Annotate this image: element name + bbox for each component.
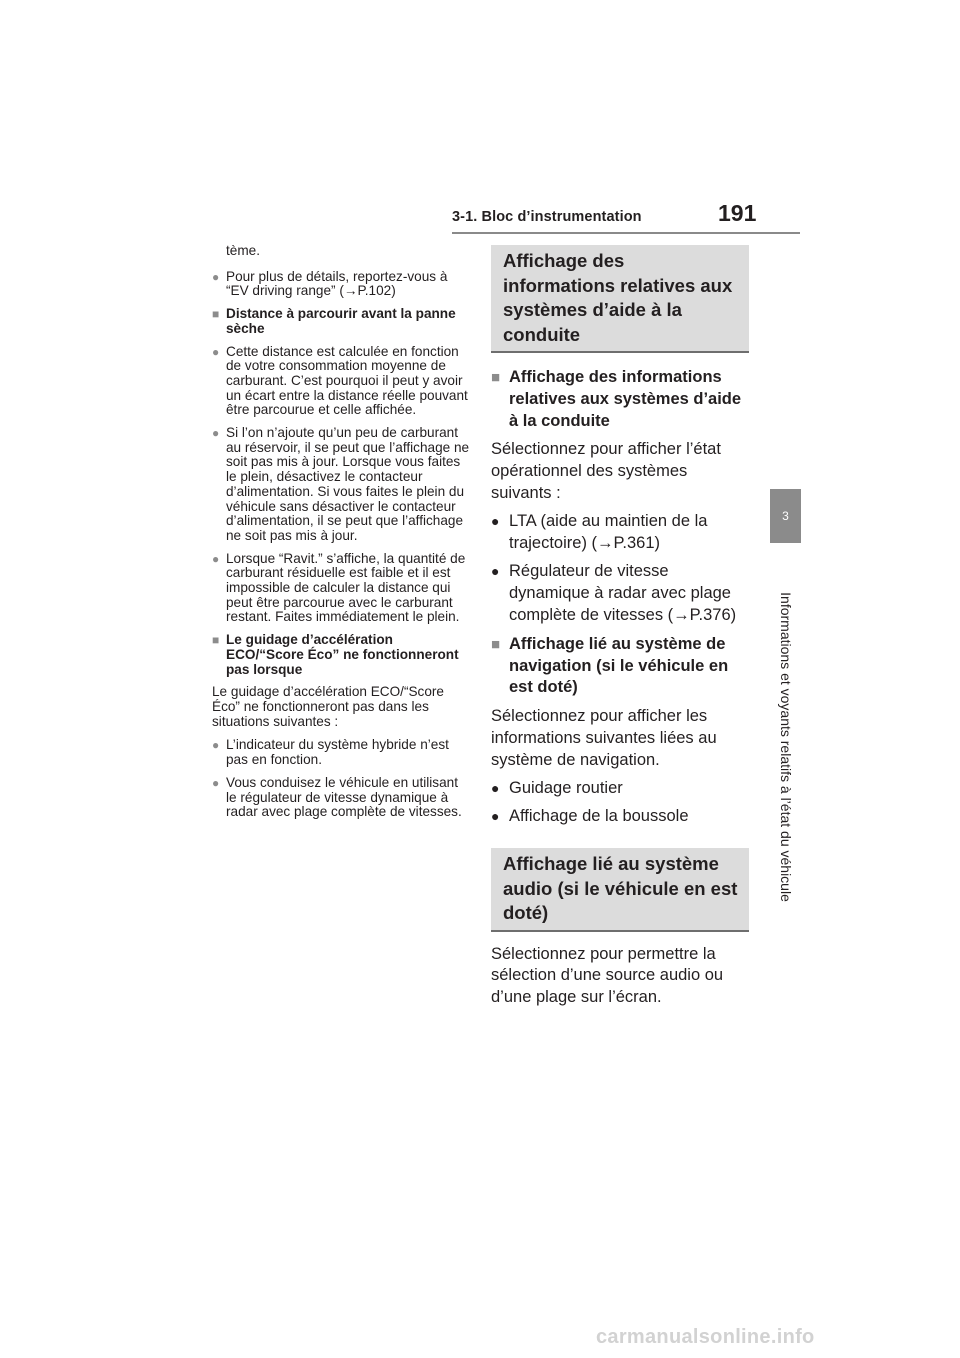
bullet-radar-cruise: ● Régulateur de vitesse dynamique à radar avec plage complète de vitesses (→P.376) [491, 561, 749, 626]
continued-text: tème. [226, 243, 260, 258]
right-column [491, 245, 749, 1015]
audio-intro: Sélectionnez pour permettre la sélection d’une source audio ou d’une plage sur l’écran. [491, 944, 724, 1007]
bullet-ev-range: ● Pour plus de détails, reportez-vous à “EV driving range” (→P.102) [212, 270, 470, 299]
navigation-intro: Sélectionnez pour afficher les informations suivantes liées au système de navigation. [491, 707, 717, 769]
section-box-driving-assist: Affichage des informations relatives aux systèmes d’aide à la conduite [491, 245, 749, 353]
bullet-route-guidance: ● Guidage routier [491, 778, 749, 800]
chapter-side-label [770, 550, 801, 944]
heading-eco-guidance: ■ Le guidage d’accélération ECO/“Score Éco” ne fonctionneront pas lorsque [212, 633, 470, 677]
bullet-compass: ● Affichage de la boussole [491, 806, 749, 828]
header-divider [452, 232, 800, 234]
bullet-hybrid-indicator: ● L’indicateur du système hybride n’est pas en fonction. [212, 738, 470, 767]
watermark: carmanualsonline.info [596, 1326, 815, 1348]
bullet-refuel: ● Si l’on n’ajoute qu’un peu de carburant au réservoir, il se peut que l’affichage ne soit pas mis à jour. Lorsque vous faites le plein, désactivez le contacteur d’alimentation. Si vous faites le plein du véhicule sans désactiver le contacteur d’alimentation, il se peut que l’affichage ne soit pas mis à jour. [212, 426, 470, 544]
driving-assist-intro: Sélectionnez pour afficher l’état opérationnel des systèmes suivants : [491, 440, 721, 502]
bullet-distance-calc: ● Cette distance est calculée en fonction de votre consommation moyenne de carburant. C’est pourquoi il peut y avoir un écart entre la distance réelle pouvant être parcourue et celle affichée. [212, 345, 470, 419]
bullet-ravit: ● Lorsque “Ravit.” s’affiche, la quantité de carburant résiduelle est faible et il est impossible de calculer la distance qui peut être parcourue avec le carburant restant. Faites immédiatement le plein. [212, 552, 470, 626]
left-column [212, 244, 470, 828]
heading-navigation: ■ Affichage lié au système de navigation (si le véhicule en est doté) [491, 634, 749, 699]
bullet-lta: ● LTA (aide au maintien de la trajectoire) (→P.361) [491, 511, 749, 555]
bullet-cruise-control: ● Vous conduisez le véhicule en utilisant le régulateur de vitesse dynamique à radar avec plage complète de vitesses. [212, 776, 470, 820]
page-number: 191 [718, 200, 757, 226]
chapter-tab [770, 489, 801, 543]
chapter-number: 3 [782, 509, 789, 523]
eco-intro: Le guidage d’accélération ECO/“Score Éco” ne fonctionneront pas dans les situations suivantes : [212, 684, 444, 729]
chapter-label: Informations et voyants relatifs à l’état du véhicule [777, 592, 794, 902]
section-title: 3-1. Bloc d’instrumentation [452, 209, 642, 225]
section-box-audio: Affichage lié au système audio (si le véhicule en est doté) [491, 848, 749, 932]
heading-distance: ■ Distance à parcourir avant la panne sèche [212, 307, 470, 336]
heading-driving-assist: ■ Affichage des informations relatives aux systèmes d’aide à la conduite [491, 367, 749, 432]
